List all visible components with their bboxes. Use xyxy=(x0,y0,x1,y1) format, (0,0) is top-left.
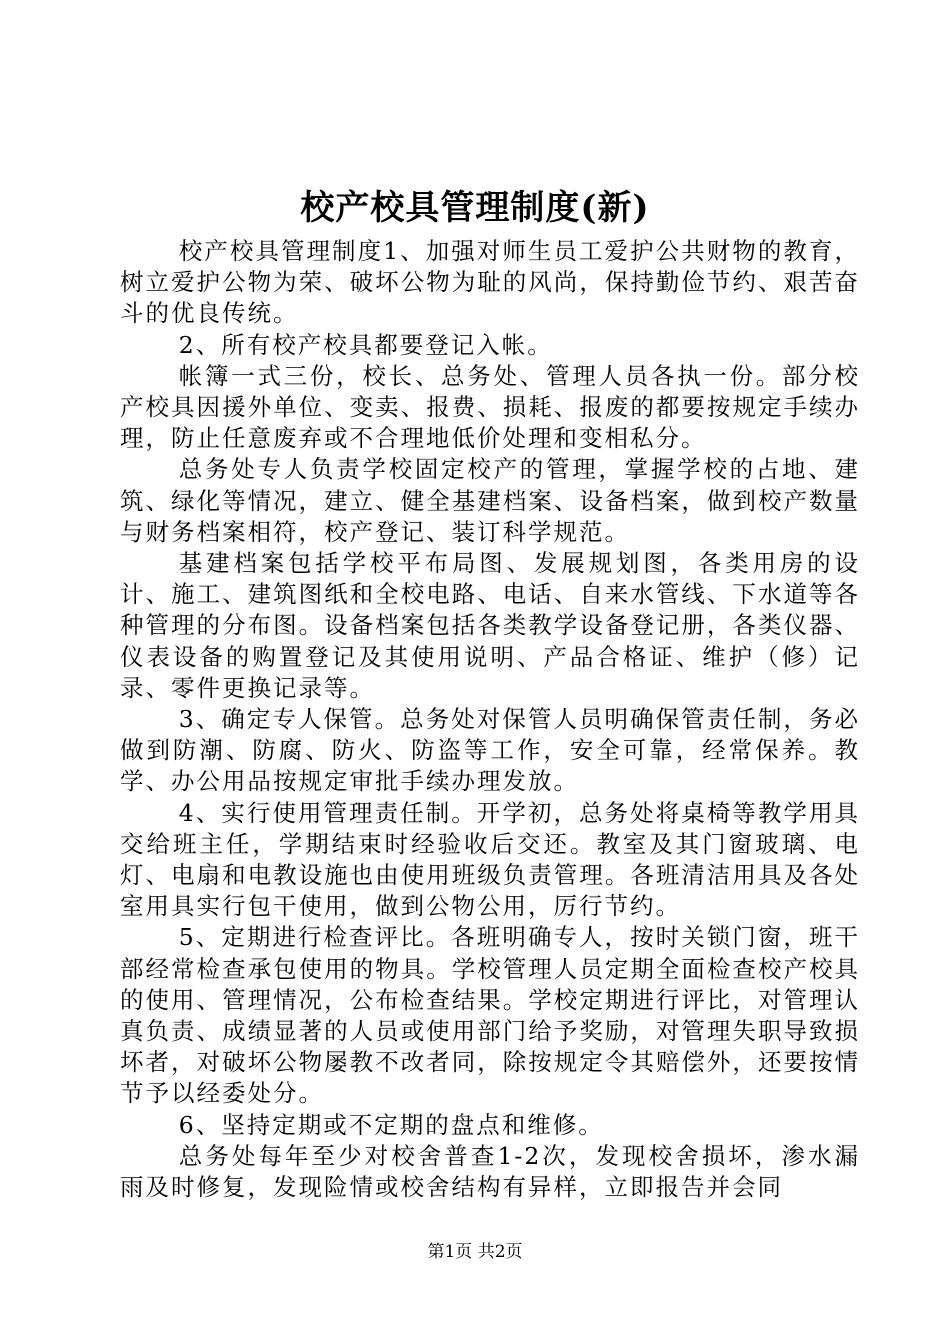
paragraph: 帐簿一式三份，校长、总务处、管理人员各执一份。部分校产校具因援外单位、变卖、报费、损耗、报废的都要按规定手续办理，防止任意废弃或不合理地低价处理和变相私分。 xyxy=(120,361,860,453)
paragraph: 5、定期进行检查评比。各班明确专人，按时关锁门窗，班干部经常检查承包使用的物具。学校管理人员定期全面检查校产校具的使用、管理情况，公布检查结果。学校定期进行评比，对管理认真负责、成绩显著的人员或使用部门给予奖励，对管理失职导致损坏者，对破坏公物屡教不改者同，除按规定令其赔偿外，还要按情节予以经委处分。 xyxy=(120,923,860,1108)
paragraph: 总务处专人负责学校固定校产的管理，掌握学校的占地、建筑、绿化等情况，建立、健全基建档案、设备档案，做到校产数量与财务档案相符，校产登记、装订科学规范。 xyxy=(120,455,860,546)
paragraph: 3、确定专人保管。总务处对保管人员明确保管责任制，务必做到防潮、防腐、防火、防盗等工作，安全可靠，经常保养。教学、办公用品按规定审批手续办理发放。 xyxy=(120,705,860,796)
document-title: 校产校具管理制度(新) xyxy=(300,188,650,228)
paragraph: 基建档案包括学校平布局图、发展规划图，各类用房的设计、施工、建筑图纸和全校电路、电话、自来水管线、下水道等各种管理的分布图。设备档案包括各类教学设备登记册，各类仪器、仪表设备的购置登记及其使用说明、产品合格证、维护（修）记录、零件更换记录等。 xyxy=(120,549,860,702)
page-footer: 第1页 共2页 xyxy=(427,1242,523,1262)
paragraph: 4、实行使用管理责任制。开学初，总务处将桌椅等教学用具交给班主任，学期结束时经验收后交还。教室及其门窗玻璃、电灯、电扇和电教设施也由使用班级负责管理。各班清洁用具及各处室用具实行包干使用，做到公物公用，厉行节约。 xyxy=(120,798,860,921)
paragraph: 总务处每年至少对校舍普查1-2次，发现校舍损坏，渗水漏雨及时修复，发现险情或校舍结构有异样，立即报告并会同 xyxy=(120,1141,860,1202)
paragraph: 6、坚持定期或不定期的盘点和维修。 xyxy=(178,1110,604,1139)
paragraph: 校产校具管理制度1、加强对师生员工爱护公共财物的教育，树立爱护公物为荣、破坏公物为耻的风尚，保持勤俭节约、艰苦奋斗的优良传统。 xyxy=(120,237,860,328)
document-body xyxy=(120,236,860,1203)
paragraph: 2、所有校产校具都要登记入帐。 xyxy=(178,330,553,359)
